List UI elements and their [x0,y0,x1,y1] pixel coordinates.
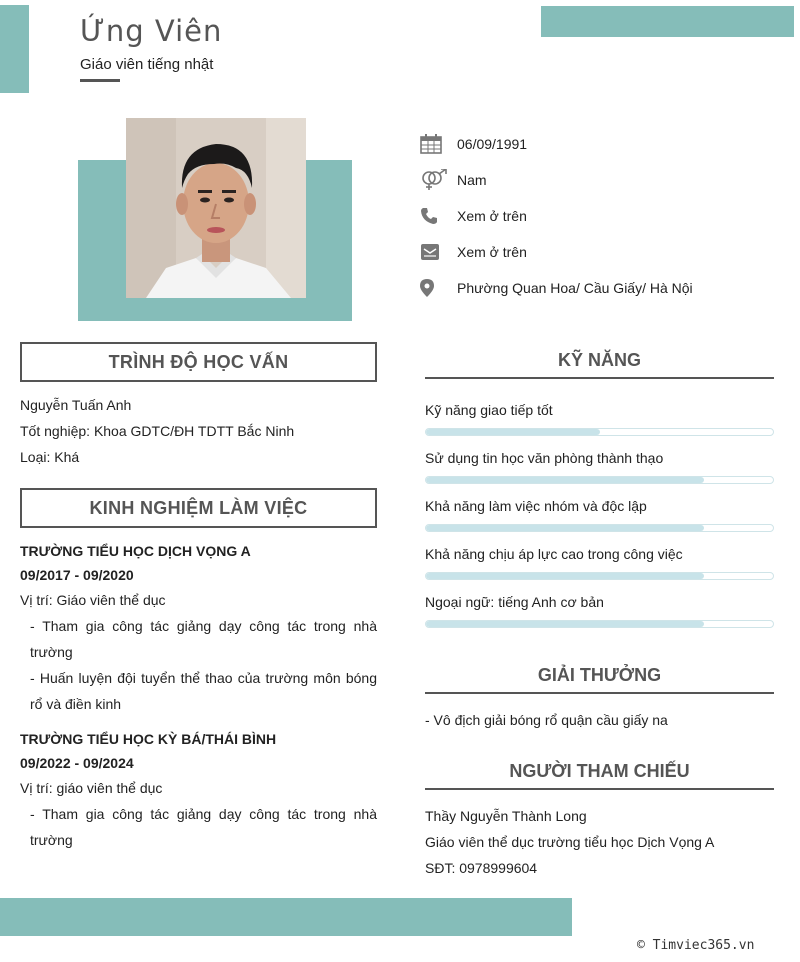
job-position: Vị trí: Giáo viên thể dục [20,592,166,608]
skill-bar [425,620,774,628]
job-position: Vị trí: giáo viên thể dục [20,780,163,796]
education-line: Nguyễn Tuấn Anh [20,397,132,413]
job-duty: - Tham gia công tác giảng dạy công tác trong nhà trường [30,618,377,660]
decor-block-right [541,6,794,37]
skill-item [425,398,774,446]
footer-credit: © Timviec365.vn [637,938,755,953]
references-section [425,803,774,881]
experience-heading: KINH NGHIỆM LÀM VIỆC [20,488,377,528]
skill-label: Kỹ năng giao tiếp tốt [425,402,553,418]
info-address [420,270,780,306]
reference-line: Giáo viên thể dục trường tiểu học Dịch Vọng A [425,834,715,850]
info-gender [420,162,780,198]
phone-icon [420,204,457,228]
decor-block-left [0,5,29,93]
skill-fill [426,477,704,483]
reference-line: SĐT: 0978999604 [425,860,538,876]
education-line: Tốt nghiệp: Khoa GDTC/ĐH TDTT Bắc Ninh [20,423,295,439]
experience-section [20,539,377,863]
address-value: Phường Quan Hoa/ Cầu Giấy/ Hà Nội [457,280,693,296]
location-icon [420,276,457,300]
skill-item [425,494,774,542]
job-duty: - Huấn luyện đội tuyển thể thao của trường môn bóng rổ và điền kinh [30,670,377,712]
skills-heading: KỸ NĂNG [425,350,774,379]
awards-heading: GIẢI THƯỞNG [425,665,774,694]
email-value: Xem ở trên [457,244,527,260]
skills-section [425,398,774,638]
job-company: TRƯỜNG TIỂU HỌC DỊCH VỌNG A [20,543,251,559]
awards-section [425,707,774,733]
info-birthdate [420,126,780,162]
decor-block-bottom [0,898,572,936]
job-company: TRƯỜNG TIỂU HỌC KỲ BÁ/THÁI BÌNH [20,731,277,747]
candidate-name: Ứng Viên [80,14,223,48]
job-entry [20,539,377,717]
personal-info [420,126,780,306]
skill-fill [426,621,704,627]
skill-label: Sử dụng tin học văn phòng thành thạo [425,450,664,466]
skill-item [425,590,774,638]
title-underline [80,79,120,82]
phone-value: Xem ở trên [457,208,527,224]
education-heading: TRÌNH ĐỘ HỌC VẤN [20,342,377,382]
job-duty: - Tham gia công tác giảng dạy công tác trong nhà trường [30,806,377,848]
calendar-icon [420,132,457,156]
job-period: 09/2017 - 09/2020 [20,567,134,583]
skill-fill [426,429,600,435]
job-entry [20,727,377,853]
reference-line: Thầy Nguyễn Thành Long [425,808,587,824]
profile-photo [126,118,306,298]
info-phone [420,198,780,234]
email-icon [420,240,457,264]
skill-label: Khả năng làm việc nhóm và độc lập [425,498,647,514]
info-email [420,234,780,270]
award-line: - Vô địch giải bóng rổ quận cầu giấy na [425,712,668,728]
skill-bar [425,428,774,436]
birthdate-value: 06/09/1991 [457,136,528,152]
gender-icon [420,168,457,192]
candidate-job-title: Giáo viên tiếng nhật [80,56,214,73]
skill-bar [425,572,774,580]
skill-label: Ngoại ngữ: tiếng Anh cơ bản [425,594,604,610]
skill-item [425,446,774,494]
skill-bar [425,524,774,532]
skill-fill [426,573,704,579]
gender-value: Nam [457,172,487,188]
skill-item [425,542,774,590]
education-section [20,392,380,470]
references-heading: NGƯỜI THAM CHIẾU [425,761,774,790]
job-period: 09/2022 - 09/2024 [20,755,134,771]
skill-fill [426,525,704,531]
skill-bar [425,476,774,484]
skill-label: Khả năng chịu áp lực cao trong công việc [425,546,683,562]
education-line: Loại: Khá [20,449,80,465]
